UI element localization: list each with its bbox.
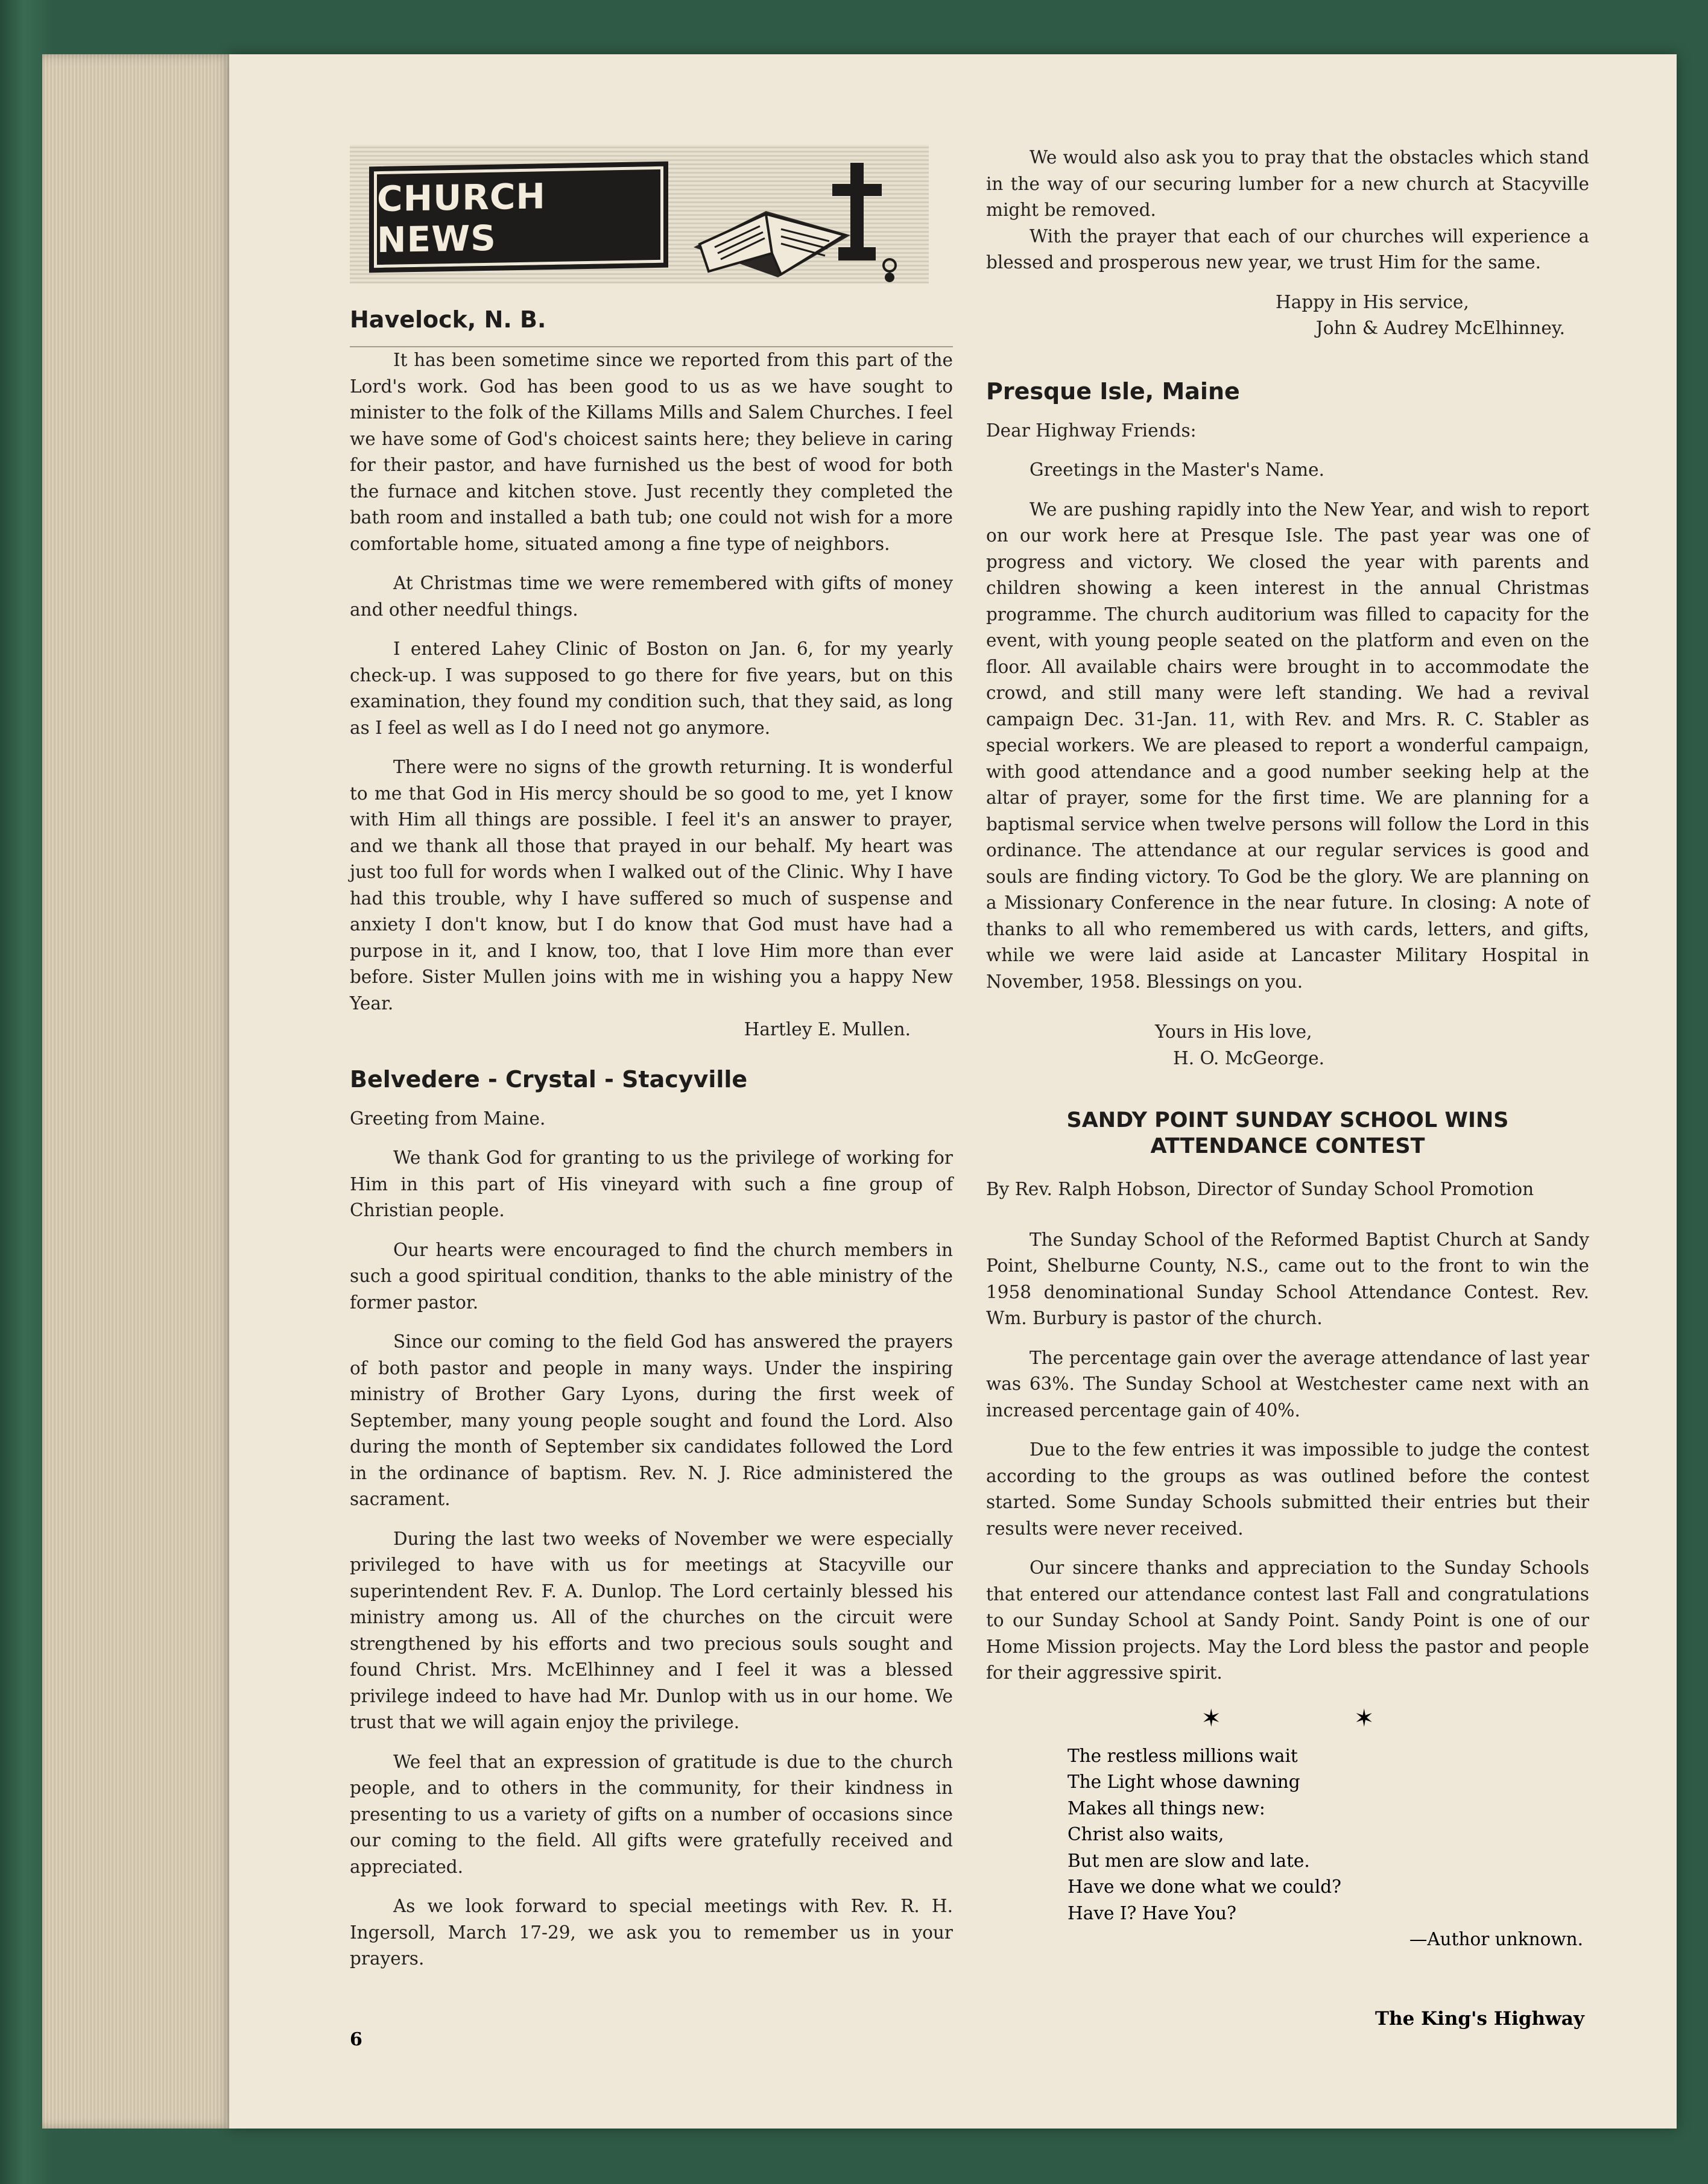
poem-line: The restless millions wait xyxy=(1068,1745,1298,1766)
poem-line: The Light whose dawning xyxy=(1068,1772,1300,1792)
left-column xyxy=(350,145,953,1972)
belvedere-paragraph-6: As we look forward to special meetings with Rev. R. H. Ingersoll, March 17-29, we ask you to remember us in your prayers. xyxy=(350,1896,953,1969)
star-divider xyxy=(986,1705,1589,1732)
presque-isle-paragraph: We are pushing rapidly into the New Year, and wish to report on our work here at Presque Isle. The past year was one of progress and victory. We closed the year with parents and children showing a keen interest in the annual Christmas programme. The church auditorium was filled to capacity for the event, with young people seated on the platform and even on the floor. All available chairs were brought in to accommodate the crowd, and still many were left standing. We had a revival campaign Dec. 31-Jan. 11, with Rev. and Mrs. R. C. Stabler as special workers. We are pleased to report a wonderful campaign, with good attendance and a good number seeking help at the altar of prayer, some for the first time. We are planning for a baptismal service when twelve persons will follow the Lord in this ordinance. The attendance at our regular services is good and souls are finding victory. To God be the glory. We are planning on a Missionary Conference in the near future. In closing: A note of thanks to all who remembered us with cards, letters, and gifts, while we were laid aside at Lancaster Military Hospital in November, 1958. Blessings on you. xyxy=(986,499,1589,992)
poem-author: —Author unknown. xyxy=(1409,1929,1583,1949)
poem-line: Have we done what we could? xyxy=(1068,1876,1341,1897)
belvedere-paragraph-5: We feel that an expression of gratitude is due to the church people, and to others in the community, for their kindness in presenting to us a variety of gifts on a number of occasions since our coming to the field. All gifts were gratefully received and appreciated. xyxy=(350,1751,953,1877)
presque-isle-closing: Yours in His love, xyxy=(1155,1021,1312,1042)
havelock-article xyxy=(350,306,953,1043)
havelock-paragraph-3: I entered Lahey Clinic of Boston on Jan. 6, for my yearly check-up. I was supposed to go there for five years, but on this examination, they found my condition such, that they said, as long as I feel as well as I do I need not go anymore. xyxy=(350,639,953,738)
belvedere-continued-paragraph-2: With the prayer that each of our churches will experience a blessed and prosperous new year, we trust Him for the same. xyxy=(986,226,1589,273)
star-icon: ✶ xyxy=(1354,1704,1507,1732)
poem-line: Have I? Have You? xyxy=(1068,1902,1236,1924)
sandy-point-byline: By Rev. Ralph Hobson, Director of Sunday School Promotion xyxy=(986,1179,1534,1199)
right-column xyxy=(986,145,1589,1953)
sandy-point-heading-line-1: SANDY POINT SUNDAY SCHOOL WINS xyxy=(1066,1108,1509,1132)
havelock-heading: Havelock, N. B. xyxy=(350,306,546,333)
page-edges xyxy=(42,54,241,2129)
star-icon: ✶ xyxy=(1201,1704,1354,1732)
presque-isle-article xyxy=(986,378,1589,1072)
sandy-point-heading xyxy=(986,1108,1589,1160)
poem-line: But men are slow and late. xyxy=(1068,1850,1310,1871)
presque-isle-signature: H. O. McGeorge. xyxy=(1173,1047,1325,1068)
page xyxy=(229,54,1677,2129)
belvedere-continued xyxy=(986,145,1589,342)
poem-line: Christ also waits, xyxy=(1068,1824,1224,1845)
belvedere-closing: Happy in His service, xyxy=(1276,291,1469,312)
belvedere-paragraph-1: We thank God for granting to us the privilege of working for Him in this part of His vineyard with such a fine group of Christian people. xyxy=(350,1147,953,1220)
poem xyxy=(986,1743,1589,1953)
sandy-point-article xyxy=(986,1108,1589,1687)
poem-line: Makes all things new: xyxy=(1068,1797,1265,1819)
belvedere-signature: John & Audrey McElhinney. xyxy=(1315,318,1565,338)
sandy-point-paragraph-1: The Sunday School of the Reformed Baptist Church at Sandy Point, Shelburne County, N.S., came out to the front to win the 1958 denominational Sunday School Attendance Contest. Rev. Wm. Burbury is pastor of the church. xyxy=(986,1229,1589,1328)
sandy-point-paragraph-3: Due to the few entries it was impossible to judge the contest according to the groups as was outlined before the contest started. Some Sunday Schools submitted their entries but their results were never received. xyxy=(986,1439,1589,1539)
havelock-paragraph-1: It has been sometime since we reported from this part of the Lord's work. God has been good to us as we have sought to minister to the folk of the Killams Mills and Salem Churches. I feel we have some of God's choicest saints here; they believe in caring for their pastor, and have furnished us the best of wood for both the furnace and kitchen stove. Just recently they completed the bath room and installed a bath tub; one could not wish for a more comfortable home, situated among a fine type of neighbors. xyxy=(350,350,953,554)
havelock-paragraph-4: There were no signs of the growth returning. It is wonderful to me that God in His mercy should be so good to me, yet I know with Him all things are possible. I feel it's an answer to prayer, and we thank all those that prayed in our behalf. My heart was just too full for words when I walked out of the Clinic. Why I have had this trouble, why I have suffered so much of suspense and anxiety I don't know, but I do know that God must have had a purpose in it, and I know, too, that I love Him more than ever before. Sister Mullen joins with me in wishing you a happy New Year. xyxy=(350,757,953,1014)
masthead-title: CHURCH NEWS xyxy=(377,175,546,261)
belvedere-paragraph-4: During the last two weeks of November we were especially privileged to have with us for meetings at Stacyville our superintendent Rev. F. A. Dunlop. The Lord certainly blessed his ministry among us. All of the churches on the circuit were strengthened by his efforts and two precious souls sought and found Christ. Mrs. McElhinney and I feel it was a blessed privilege indeed to have had Mr. Dunlop with us in our home. We trust that we will again enjoy the privilege. xyxy=(350,1528,953,1732)
presque-isle-heading: Presque Isle, Maine xyxy=(986,377,1240,405)
belvedere-paragraph-3: Since our coming to the field God has answered the prayers of both pastor and people in many ways. Under the inspiring ministry of Brother Gary Lyons, during the first week of September, many young people sought and found the Lord. Also during the month of September six candidates followed the Lord in the ordinance of baptism. Rev. N. J. Rice administered the sacrament. xyxy=(350,1331,953,1509)
church-news-masthead xyxy=(350,145,929,283)
sandy-point-paragraph-2: The percentage gain over the average attendance of last year was 63%. The Sunday School at Westchester came next with an increased percentage gain of 40%. xyxy=(986,1347,1589,1421)
bible-cross-icon xyxy=(675,157,929,283)
belvedere-paragraph-2: Our hearts were encouraged to find the church members in such a good spiritual condition, thanks to the able ministry of the former pastor. xyxy=(350,1239,953,1313)
sandy-point-paragraph-4: Our sincere thanks and appreciation to the Sunday Schools that entered our attendance contest last Fall and congratulations to our Sunday School at Sandy Point. Sandy Point is one of our Home Mission projects. May the Lord bless the pastor and people for their aggressive spirit. xyxy=(986,1558,1589,1683)
belvedere-greeting: Greeting from Maine. xyxy=(350,1108,546,1129)
belvedere-continued-paragraph-1: We would also ask you to pray that the obstacles which stand in the way of our securing lumber for a new church at Stacyville might be removed. xyxy=(986,147,1589,220)
havelock-signature: Hartley E. Mullen. xyxy=(744,1019,911,1040)
sandy-point-heading-line-2: ATTENDANCE CONTEST xyxy=(1150,1134,1425,1158)
page-number: 6 xyxy=(350,2029,362,2050)
belvedere-heading: Belvedere - Crystal - Stacyville xyxy=(350,1065,748,1093)
presque-isle-salutation: Dear Highway Friends: xyxy=(986,420,1197,441)
presque-isle-greeting: Greetings in the Master's Name. xyxy=(1030,459,1324,480)
belvedere-article xyxy=(350,1066,953,1972)
havelock-paragraph-2: At Christmas time we were remembered with gifts of money and other needful things. xyxy=(350,573,953,620)
church-news-banner xyxy=(374,166,663,268)
publication-name: The King's Highway xyxy=(1375,2008,1584,2030)
